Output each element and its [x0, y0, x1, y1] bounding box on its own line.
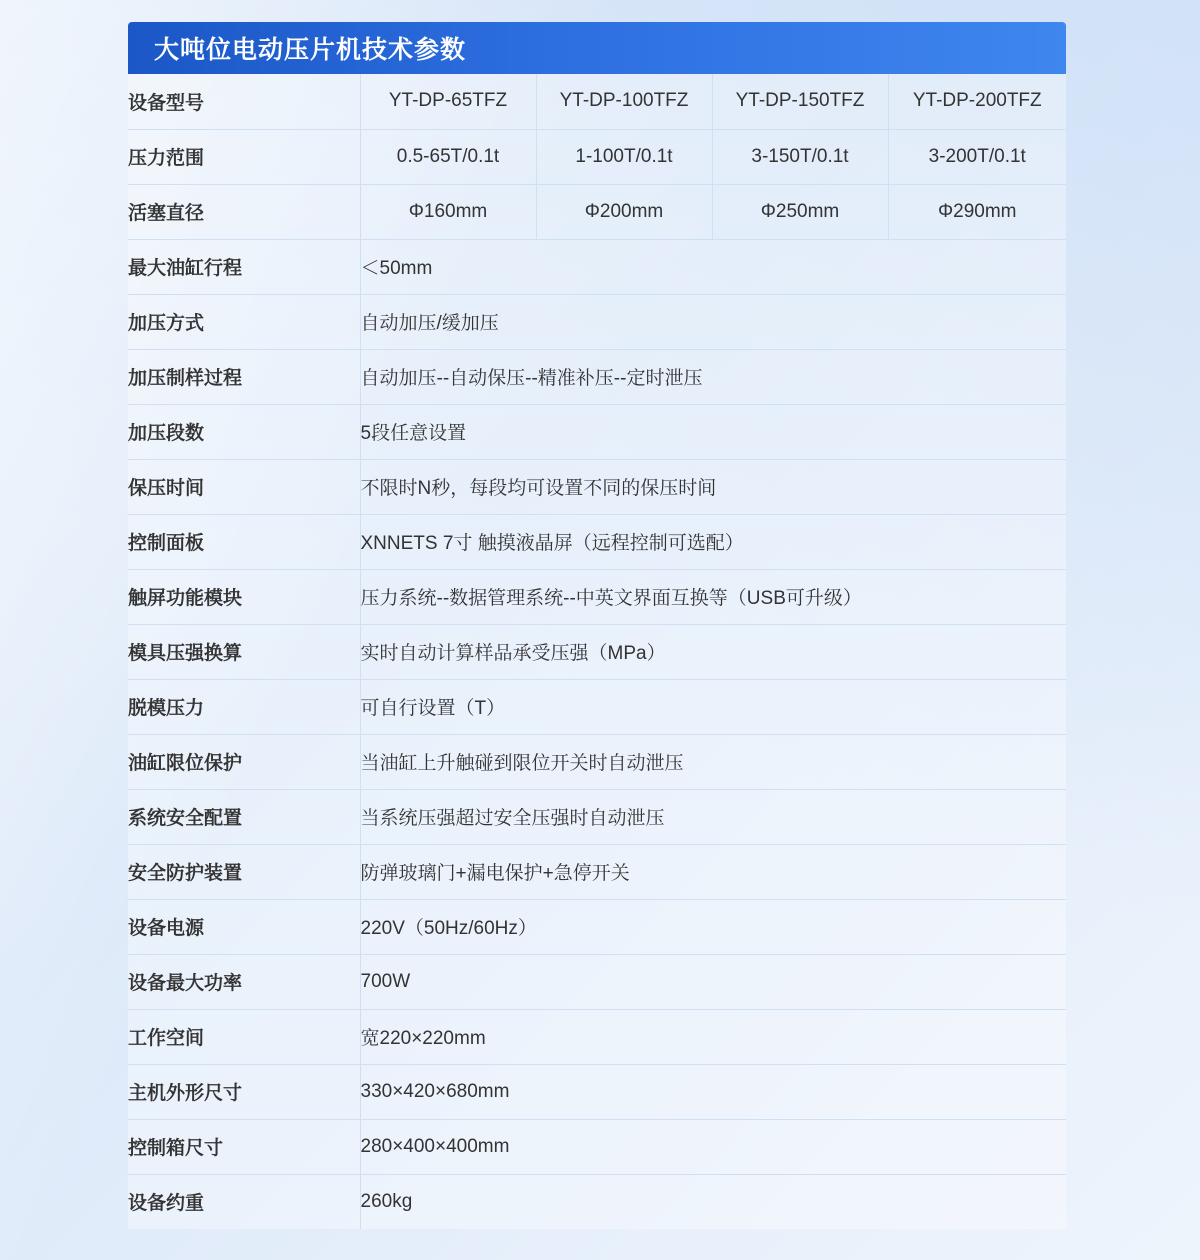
table-row [128, 679, 1066, 734]
row-label: 触屏功能模块 [128, 569, 360, 624]
table-row [128, 1119, 1066, 1174]
row-value: 220V（50Hz/60Hz） [360, 899, 1066, 954]
table-row [128, 184, 1066, 239]
row-cell: Φ200mm [536, 184, 712, 239]
row-value: 可自行设置（T） [360, 679, 1066, 734]
spec-sheet-title-bar [128, 22, 1066, 74]
row-label: 加压方式 [128, 294, 360, 349]
row-label: 设备最大功率 [128, 954, 360, 1009]
table-row [128, 404, 1066, 459]
table-row [128, 349, 1066, 404]
row-label: 主机外形尺寸 [128, 1064, 360, 1119]
row-cell: 3-150T/0.1t [712, 129, 888, 184]
spec-table [128, 74, 1066, 1229]
row-label: 控制面板 [128, 514, 360, 569]
table-row [128, 734, 1066, 789]
table-row [128, 624, 1066, 679]
row-value: 压力系统--数据管理系统--中英文界面互换等（USB可升级） [360, 569, 1066, 624]
row-label: 活塞直径 [128, 184, 360, 239]
row-label: 设备电源 [128, 899, 360, 954]
table-row [128, 459, 1066, 514]
table-row [128, 1009, 1066, 1064]
table-row [128, 954, 1066, 1009]
row-cell: YT-DP-150TFZ [712, 74, 888, 129]
row-value: 不限时N秒，每段均可设置不同的保压时间 [360, 459, 1066, 514]
row-label: 脱模压力 [128, 679, 360, 734]
table-row [128, 789, 1066, 844]
row-label: 加压制样过程 [128, 349, 360, 404]
row-cell: Φ250mm [712, 184, 888, 239]
row-value: 自动加压--自动保压--精准补压--定时泄压 [360, 349, 1066, 404]
row-cell: YT-DP-65TFZ [360, 74, 536, 129]
table-row [128, 1174, 1066, 1229]
row-cell: Φ290mm [888, 184, 1066, 239]
row-cell: YT-DP-200TFZ [888, 74, 1066, 129]
row-value: ＜50mm [360, 239, 1066, 294]
row-label: 加压段数 [128, 404, 360, 459]
row-label: 设备约重 [128, 1174, 360, 1229]
row-cell: 1-100T/0.1t [536, 129, 712, 184]
row-label: 油缸限位保护 [128, 734, 360, 789]
row-value: 330×420×680mm [360, 1064, 1066, 1119]
row-label: 保压时间 [128, 459, 360, 514]
row-label: 压力范围 [128, 129, 360, 184]
spec-sheet [128, 22, 1066, 1229]
table-row [128, 899, 1066, 954]
table-row [128, 294, 1066, 349]
row-value: 260kg [360, 1190, 413, 1212]
row-value: 5段任意设置 [360, 404, 1066, 459]
row-value: 280×400×400mm [360, 1119, 1066, 1174]
row-cell: YT-DP-100TFZ [536, 74, 712, 129]
page-title: 大吨位电动压片机技术参数 [154, 36, 467, 64]
row-value: 实时自动计算样品承受压强（MPa） [360, 624, 1066, 679]
row-value: 防弹玻璃门+漏电保护+急停开关 [360, 844, 1066, 899]
row-label: 系统安全配置 [128, 789, 360, 844]
table-row [128, 129, 1066, 184]
row-cell: 0.5-65T/0.1t [360, 129, 536, 184]
table-row [128, 1064, 1066, 1119]
row-value: 宽220×220mm [360, 1009, 1066, 1064]
row-value: 自动加压/缓加压 [360, 294, 1066, 349]
table-row [128, 74, 1066, 129]
row-label: 模具压强换算 [128, 624, 360, 679]
row-label: 最大油缸行程 [128, 239, 360, 294]
row-cell: 3-200T/0.1t [888, 129, 1066, 184]
table-row [128, 569, 1066, 624]
table-row [128, 239, 1066, 294]
row-value: 700W [360, 954, 1066, 1009]
row-label: 控制箱尺寸 [128, 1119, 360, 1174]
row-value: 当油缸上升触碰到限位开关时自动泄压 [360, 734, 1066, 789]
row-cell: Φ160mm [360, 184, 536, 239]
row-value: 当系统压强超过安全压强时自动泄压 [360, 789, 1066, 844]
row-value: XNNETS 7寸 触摸液晶屏（远程控制可选配） [360, 514, 1066, 569]
table-row [128, 514, 1066, 569]
table-row [128, 844, 1066, 899]
row-label: 设备型号 [128, 74, 360, 129]
row-label: 安全防护装置 [128, 844, 360, 899]
row-label: 工作空间 [128, 1009, 360, 1064]
